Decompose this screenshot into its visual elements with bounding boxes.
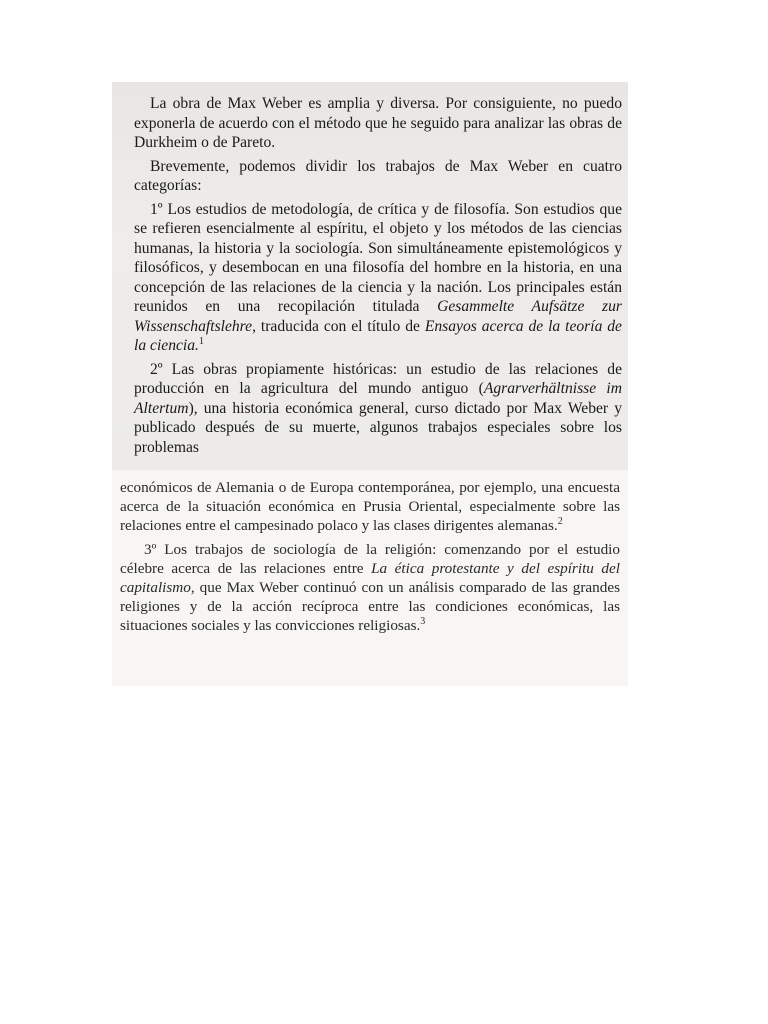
german-title-1: Gesammelte Aufsätze zur Wissenschaftslehre	[134, 298, 622, 335]
text-column-lower	[120, 478, 620, 640]
category-1-mid: , traducida con el título de	[252, 317, 420, 335]
footnote-marker-3: 3	[420, 616, 426, 628]
paragraph-category-1	[134, 200, 622, 356]
spanish-title-1: Ensayos acerca de la teoría de la ciencia.	[134, 317, 622, 354]
paragraph-intro: La obra de Max Weber es amplia y diversa. Por consiguiente, no puedo exponerla de acuerdo con el método que he seguido para analizar las obras de Durkheim o de Pareto.	[134, 95, 622, 151]
paragraph-category-2-continued	[120, 478, 620, 536]
category-2-rest: ), una historia económica general, curso dictado por Max Weber y publicado después de su muerte, algunos trabajos especiales sobre los problemas	[134, 399, 622, 456]
category-2-continued-text: económicos de Alemania o de Europa contemporánea, por ejemplo, una encuesta acerca de la situación económica en Prusia Oriental, especialmente sobre las relaciones entre el campesinado polaco y las clases dirigentes alemanas.	[120, 479, 620, 535]
category-3-text: 3º Los trabajos de sociología de la religión: comenzando por el estudio célebre acerca de las relaciones entre	[120, 540, 620, 577]
text-column-upper	[134, 94, 622, 461]
category-2-text: 2º Las obras propiamente históricas: un estudio de las relaciones de producción en la agricultura del mundo antiguo (	[134, 360, 622, 397]
german-title-2: Agrarverhältnisse im Altertum	[134, 380, 622, 417]
paragraph-categories: Brevemente, podemos dividir los trabajos de Max Weber en cuatro categorías:	[134, 157, 622, 194]
category-1-text: 1º Los estudios de metodología, de crítica y de filosofía. Son estudios que se refieren esencialmente al espíritu, el objeto y los métodos de las ciencias humanas, la historia y la sociología. Son simultáneamente epistemológicos y filosóficos, y desembocan en una filosofía del hombre en la historia, en una concepción de las relaciones de la ciencia y la nación. Los principales están reunidos en una recopilación titulada	[134, 200, 622, 315]
paragraph-category-2	[134, 360, 622, 458]
paragraph-category-3	[120, 540, 620, 636]
footnote-marker-2: 2	[557, 516, 563, 528]
footnote-marker-1: 1	[198, 335, 204, 347]
scanned-page	[112, 82, 628, 686]
category-3-rest: , que Max Weber continuó con un análisis comparado de las grandes religiones y de la acción recíproca entre las condiciones económicas, las situaciones sociales y las convicciones religiosas.	[120, 579, 620, 635]
spanish-title-3: La ética protestante y del espíritu del capitalismo	[120, 559, 620, 597]
